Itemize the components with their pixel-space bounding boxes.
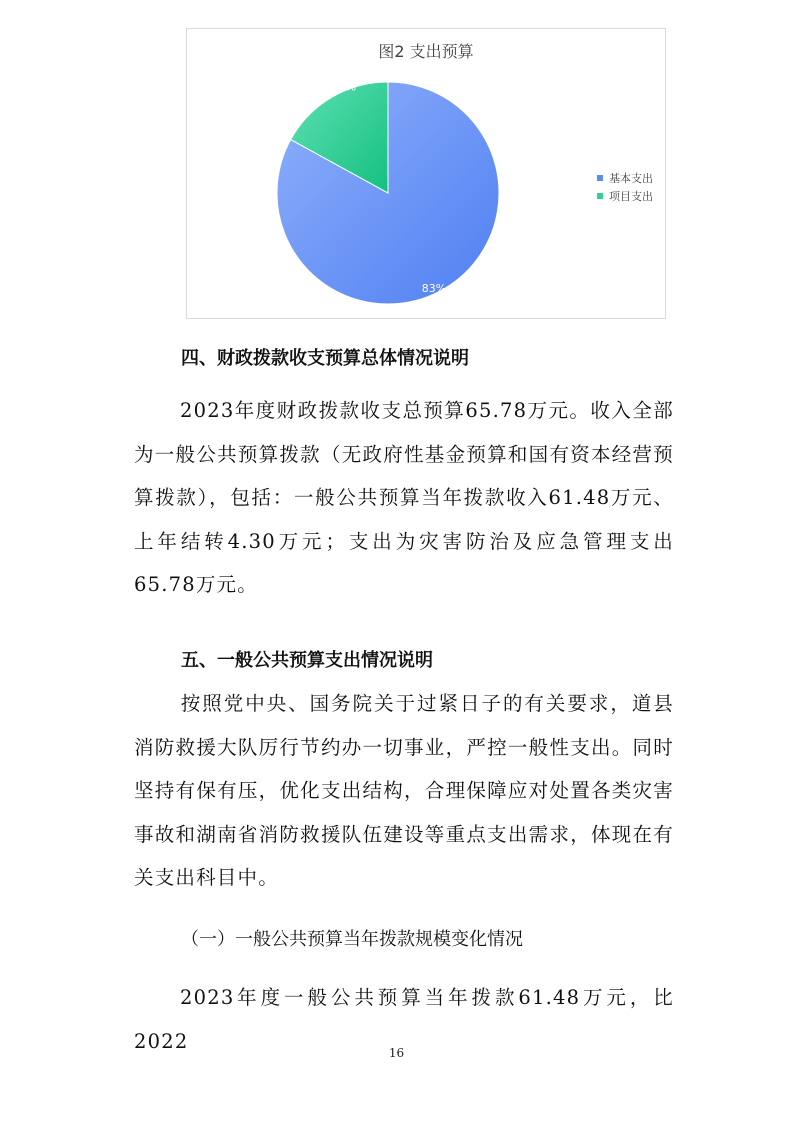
pie-label-project: 17%	[331, 80, 357, 94]
section-5-heading: 五、一般公共预算支出情况说明	[181, 650, 433, 671]
page-number: 16	[388, 1046, 405, 1060]
section-5-1-text: 2023年度一般公共预算当年拨款61.48万元，比2022	[134, 986, 674, 1053]
section-5-paragraph	[134, 682, 674, 900]
section-4-heading: 四、财政拨款收支预算总体情况说明	[181, 348, 469, 369]
legend-label-basic: 基本支出	[609, 172, 653, 185]
section-4-text: 2023年度财政拨款收支总预算65.78万元。收入全部为一般公共预算拨款（无政府性基金预算和国有资本经营预算拨款），包括：一般公共预算当年拨款收入61.48万元、上年结转4.30万元；支出为灾害防治及应急管理支出65.78万元。	[134, 399, 674, 596]
pie-label-basic: 83%	[421, 282, 447, 295]
chart-title: 图2 支出预算	[378, 42, 474, 61]
expenditure-pie-chart	[186, 28, 666, 319]
chart-legend	[597, 169, 653, 205]
pie-svg	[187, 29, 665, 318]
legend-item-basic	[597, 169, 653, 187]
legend-swatch-basic	[597, 175, 603, 181]
section-4-paragraph	[134, 389, 674, 607]
legend-swatch-project	[597, 193, 603, 199]
section-5-1-heading: （一）一般公共预算当年拨款规模变化情况	[181, 929, 523, 950]
section-5-text: 按照党中央、国务院关于过紧日子的有关要求，道县消防救援大队厉行节约办一切事业，严控一般性支出。同时坚持有保有压，优化支出结构，合理保障应对处置各类灾害事故和湖南省消防救援队伍建设等重点支出需求，体现在有关支出科目中。	[134, 692, 674, 889]
legend-item-project	[597, 187, 653, 205]
legend-label-project: 项目支出	[609, 190, 653, 203]
